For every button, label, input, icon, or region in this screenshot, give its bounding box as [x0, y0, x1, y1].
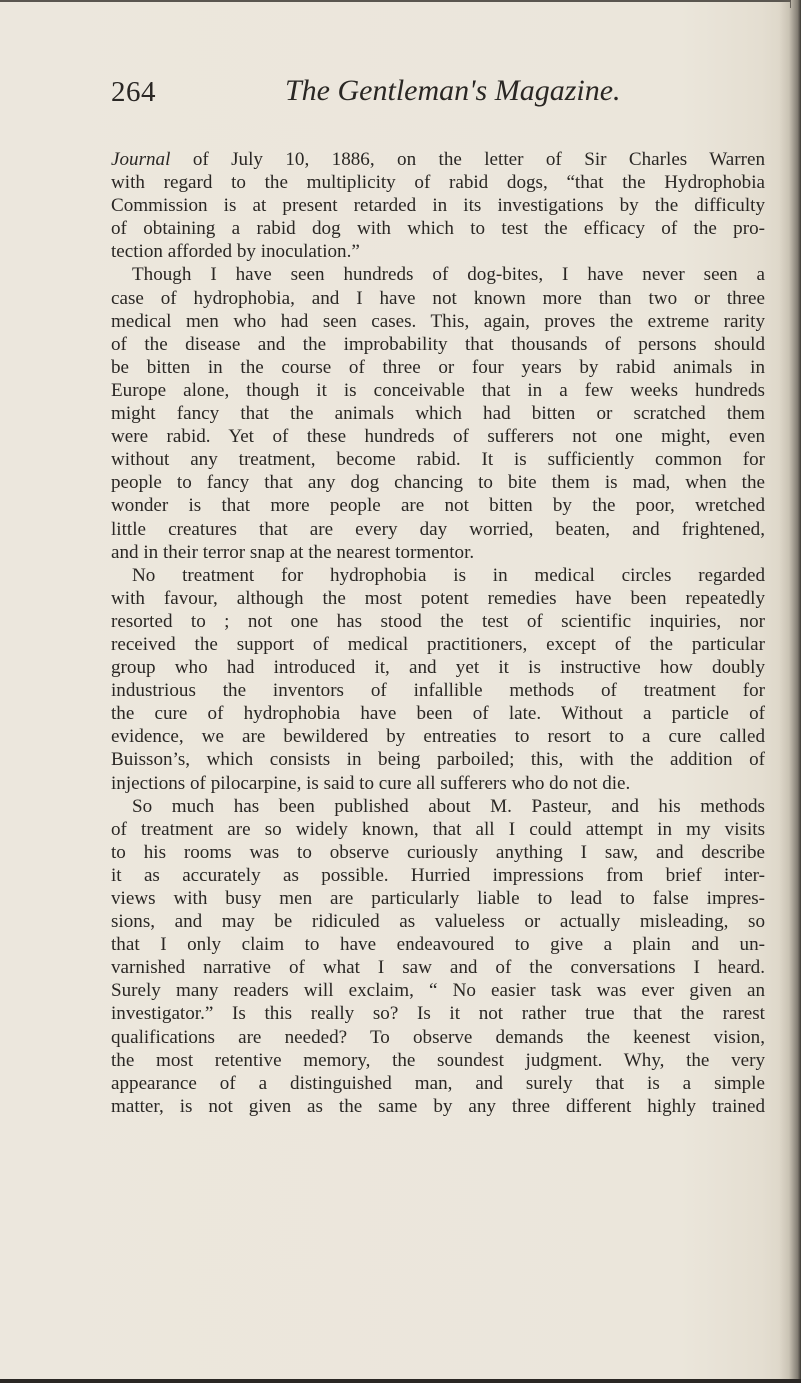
text-line: medical men who had seen cases. This, again, proves the extreme rarity: [111, 310, 765, 332]
text-line: the cure of hydrophobia have been of late. Without a particle of: [111, 703, 765, 725]
page-gutter-shadow: [779, 0, 801, 1383]
text-line: evidence, we are bewildered by entreaties to resort to a cure called: [111, 726, 765, 748]
text-line: of treatment are so widely known, that all I could attempt in my visits: [111, 818, 765, 840]
text-line: case of hydrophobia, and I have not known more than two or three: [111, 287, 765, 309]
page-top-edge: [0, 0, 791, 8]
text-line: qualifications are needed? To observe demands the keenest vision,: [111, 1026, 765, 1048]
text-line: Europe alone, though it is conceivable that in a few weeks hundreds: [111, 379, 765, 401]
text-line: it as accurately as possible. Hurried impressions from brief inter-: [111, 864, 765, 886]
text-line: with favour, although the most potent remedies have been repeatedly: [111, 587, 765, 609]
text-line: industrious the inventors of infallible methods of treatment for: [111, 680, 765, 702]
body-text: [111, 148, 765, 1118]
text-line: injections of pilocarpine, is said to cure all sufferers who do not die.: [111, 772, 631, 794]
text-line: No treatment for hydrophobia is in medical circles regarded: [132, 564, 765, 586]
text-line: investigator.” Is this really so? Is it not rather true that the rarest: [111, 1003, 765, 1025]
text-line: with regard to the multiplicity of rabid dogs, “that the Hydrophobia: [111, 172, 765, 194]
text-line: to his rooms was to observe curiously anything I saw, and describe: [111, 841, 765, 863]
text-line: little creatures that are every day worried, beaten, and frightened,: [111, 518, 765, 540]
text-line: appearance of a distinguished man, and surely that is a simple: [111, 1072, 765, 1094]
line-text: of July 10, 1886, on the letter of Sir Charles Warren: [170, 149, 765, 170]
italic-word: Journal: [111, 149, 171, 170]
text-line: were rabid. Yet of these hundreds of sufferers not one might, even: [111, 426, 765, 448]
text-line: of the disease and the improbability that thousands of persons should: [111, 333, 765, 355]
text-line: people to fancy that any dog chancing to bite them is mad, when the: [111, 472, 765, 494]
page-bottom-edge: [0, 1379, 801, 1383]
text-line: [111, 148, 765, 171]
text-line: So much has been published about M. Pasteur, and his methods: [132, 795, 765, 817]
text-line: received the support of medical practitioners, except of the particular: [111, 633, 765, 655]
running-title: The Gentleman's Magazine.: [285, 74, 621, 107]
text-line: Though I have seen hundreds of dog-bites, I have never seen a: [132, 264, 765, 286]
text-line: be bitten in the course of three or four years by rabid animals in: [111, 356, 765, 378]
text-line: that I only claim to have endeavoured to give a plain and un-: [111, 934, 765, 956]
text-line: resorted to ; not one has stood the test of scientific inquiries, nor: [111, 610, 765, 632]
text-line: of obtaining a rabid dog with which to test the efficacy of the pro-: [111, 218, 765, 240]
text-line: views with busy men are particularly liable to lead to false impres-: [111, 888, 765, 909]
text-line: sions, and may be ridiculed as valueless or actually misleading, so: [111, 911, 765, 933]
text-line: might fancy that the animals which had bitten or scratched them: [111, 403, 765, 425]
text-line: Commission is at present retarded in its investigations by the difficulty: [111, 195, 765, 217]
running-head: [111, 76, 671, 126]
text-line: Buisson’s, which consists in being parboiled; this, with the addition of: [111, 749, 765, 771]
page-number: 264: [111, 76, 156, 108]
text-line: group who had introduced it, and yet it is instructive how doubly: [111, 657, 765, 679]
text-line: Surely many readers will exclaim, “ No easier task was ever given an: [111, 980, 765, 1002]
text-line: tection afforded by inoculation.”: [111, 241, 360, 263]
text-line: varnished narrative of what I saw and of the conversations I heard.: [111, 957, 765, 979]
text-line: and in their terror snap at the nearest tormentor.: [111, 541, 475, 563]
text-line: matter, is not given as the same by any three different highly trained: [111, 1095, 765, 1117]
text-line: without any treatment, become rabid. It is sufficiently common for: [111, 449, 765, 471]
text-line: wonder is that more people are not bitten by the poor, wretched: [111, 495, 765, 517]
text-line: the most retentive memory, the soundest judgment. Why, the very: [111, 1049, 765, 1071]
